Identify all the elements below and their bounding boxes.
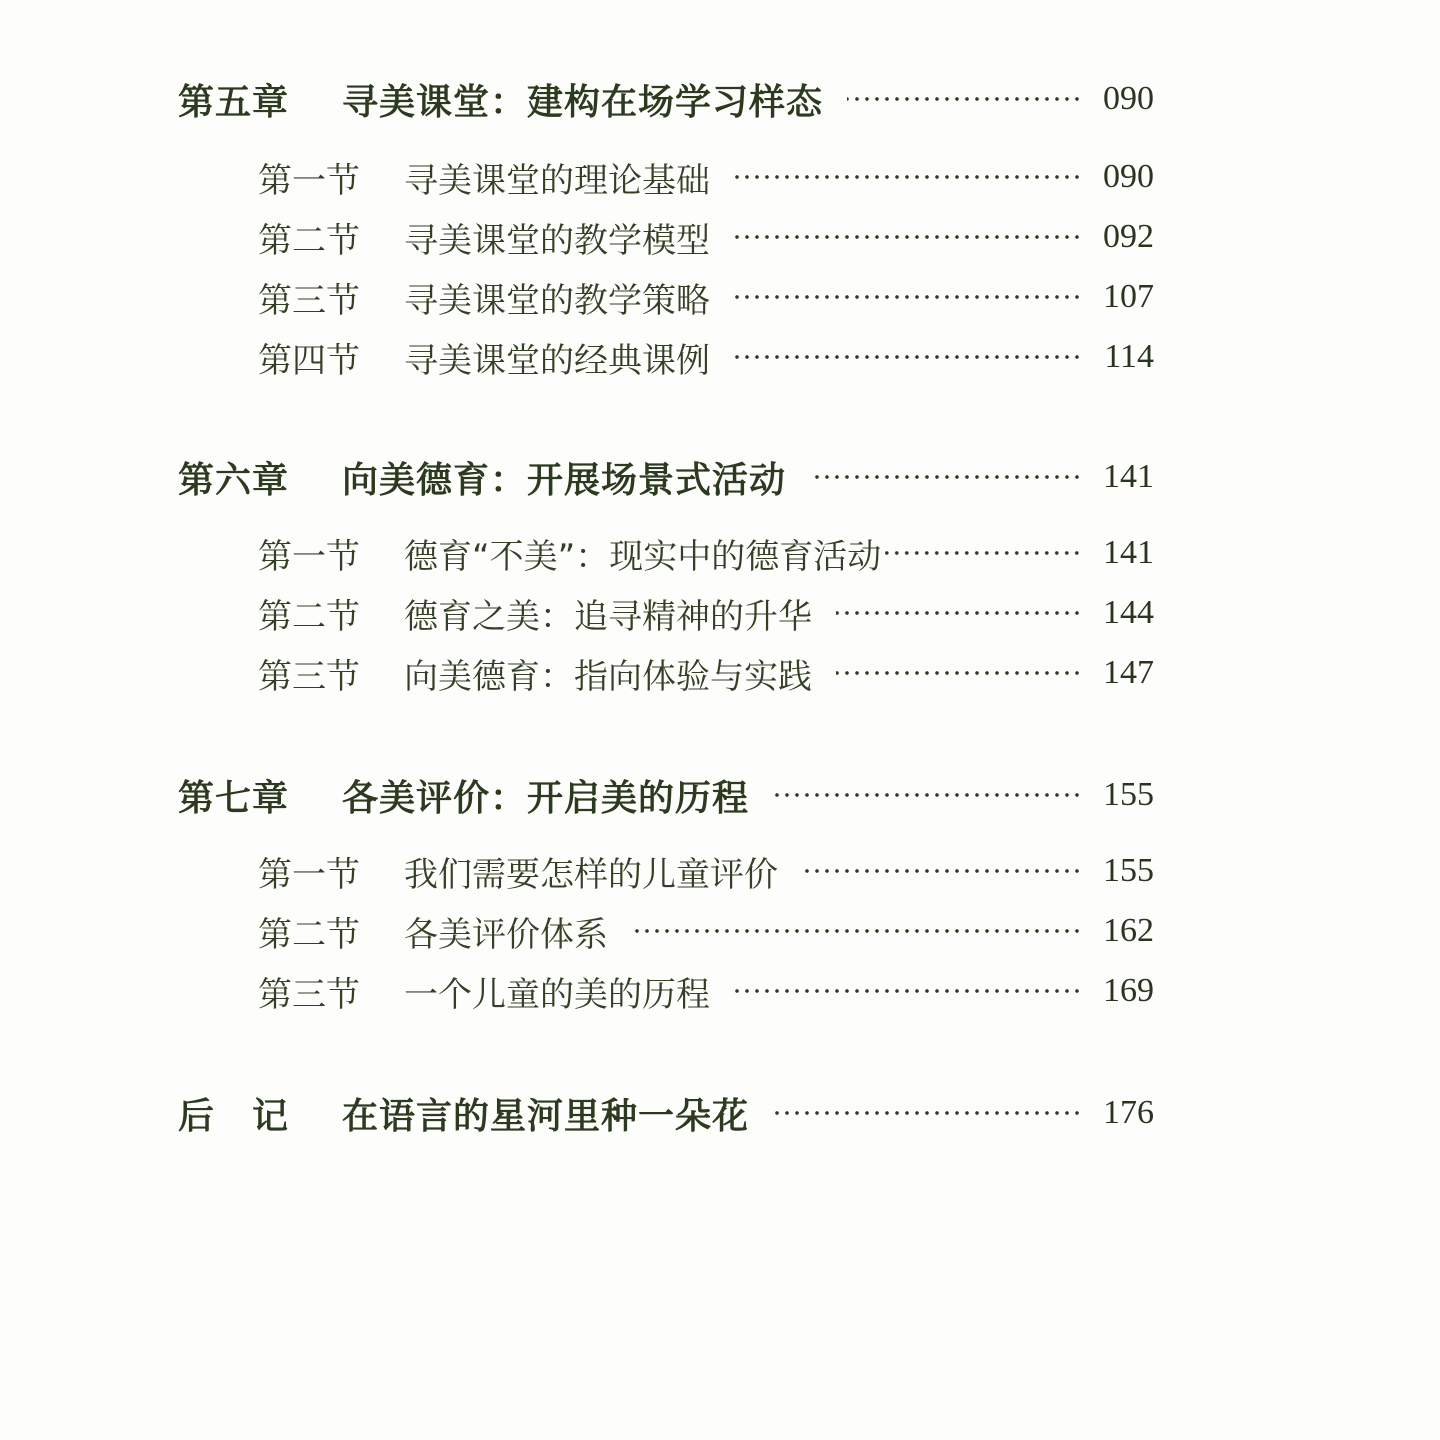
dot-leader xyxy=(734,175,1082,179)
dot-leader xyxy=(734,235,1082,239)
afterword-entry xyxy=(178,1086,1154,1140)
dot-leader xyxy=(773,1111,1082,1115)
page-number: 114 xyxy=(1104,338,1154,375)
chapter-label: 第五章 xyxy=(178,81,290,123)
chapter-7-entry xyxy=(178,768,1154,822)
section-label: 第三节 xyxy=(258,656,360,697)
chapter-5-entry xyxy=(178,72,1154,126)
dot-leader xyxy=(734,295,1082,299)
section-entry xyxy=(258,964,1154,1018)
dot-leader xyxy=(734,989,1082,993)
afterword-label: 后 记 xyxy=(178,1095,290,1137)
section-entry xyxy=(258,904,1154,958)
dot-leader xyxy=(802,869,1082,873)
page-number: 090 xyxy=(1103,158,1154,195)
page-number: 147 xyxy=(1103,654,1154,691)
dot-leader xyxy=(885,551,1082,555)
chapter-label: 第七章 xyxy=(178,777,290,819)
section-title: 一个儿童的美的历程 xyxy=(404,974,710,1015)
page-number: 176 xyxy=(1103,1094,1154,1131)
section-title: 德育“不美”：现实中的德育活动 xyxy=(404,536,882,577)
page-number: 107 xyxy=(1103,278,1154,315)
dot-leader xyxy=(836,671,1082,675)
section-entry xyxy=(258,150,1154,204)
section-title: 德育之美：追寻精神的升华 xyxy=(404,596,812,637)
section-label: 第一节 xyxy=(258,854,360,895)
section-label: 第三节 xyxy=(258,280,360,321)
section-entry xyxy=(258,844,1154,898)
dot-leader xyxy=(836,611,1082,615)
section-label: 第二节 xyxy=(258,914,360,955)
chapter-title: 各美评价：开启美的历程 xyxy=(342,777,750,819)
section-label: 第四节 xyxy=(258,340,360,381)
section-title: 寻美课堂的经典课例 xyxy=(404,340,710,381)
dot-leader xyxy=(773,793,1082,797)
section-label: 第一节 xyxy=(258,536,360,577)
section-label: 第三节 xyxy=(258,974,360,1015)
dot-leader xyxy=(847,97,1082,101)
dot-leader xyxy=(632,929,1082,933)
page-number: 141 xyxy=(1103,534,1154,571)
section-label: 第二节 xyxy=(258,220,360,261)
afterword-title: 在语言的星河里种一朵花 xyxy=(342,1095,750,1137)
section-entry xyxy=(258,526,1154,580)
section-title: 寻美课堂的教学模型 xyxy=(404,220,710,261)
section-title: 我们需要怎样的儿童评价 xyxy=(404,854,778,895)
page-number: 155 xyxy=(1103,852,1154,889)
section-entry xyxy=(258,330,1154,384)
section-entry xyxy=(258,270,1154,324)
page-number: 169 xyxy=(1103,972,1154,1009)
page-number: 155 xyxy=(1103,776,1154,813)
section-title: 寻美课堂的理论基础 xyxy=(404,160,710,201)
dot-leader xyxy=(810,475,1082,479)
section-title: 各美评价体系 xyxy=(404,914,608,955)
dot-leader xyxy=(734,355,1082,359)
section-label: 第二节 xyxy=(258,596,360,637)
page-number: 090 xyxy=(1103,80,1154,117)
page-number: 141 xyxy=(1103,458,1154,495)
chapter-6-entry xyxy=(178,450,1154,504)
section-title: 向美德育：指向体验与实践 xyxy=(404,656,812,697)
chapter-title: 寻美课堂：建构在场学习样态 xyxy=(342,81,824,123)
chapter-title: 向美德育：开展场景式活动 xyxy=(342,459,787,501)
page-number: 162 xyxy=(1103,912,1154,949)
section-entry xyxy=(258,586,1154,640)
page-number: 092 xyxy=(1103,218,1154,255)
section-entry xyxy=(258,210,1154,264)
section-label: 第一节 xyxy=(258,160,360,201)
page-number: 144 xyxy=(1103,594,1154,631)
chapter-label: 第六章 xyxy=(178,459,290,501)
section-entry xyxy=(258,646,1154,700)
section-title: 寻美课堂的教学策略 xyxy=(404,280,710,321)
